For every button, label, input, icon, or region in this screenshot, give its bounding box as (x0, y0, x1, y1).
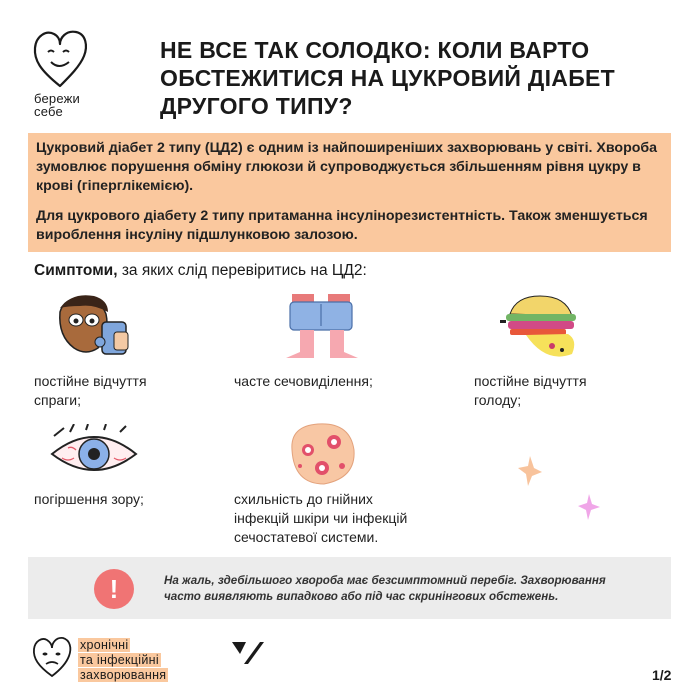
skin-infection-icon (284, 420, 360, 488)
heart-logo-icon (30, 26, 90, 92)
notice-box (28, 557, 671, 619)
heart-face-icon (30, 634, 74, 680)
intro-paragraph-1: Цукровий діабет 2 типу (ЦД2) є одним із найпоширеніших захворювань у світі. Хвороба зумовлює порушення обміну глюкози й супроводжується збільшенням рівня цукру в крові (гіперглікемією). (36, 140, 658, 194)
page-number: 1/2 (652, 667, 672, 683)
thirst-icon (50, 292, 136, 364)
symptoms-heading: Симптоми, за яких слід перевіритись на ЦД2: (34, 262, 367, 279)
sparkle-icon (578, 494, 600, 520)
brand-name: бережи себе (34, 91, 81, 119)
symptom-skin-infections: схильність до гнійних інфекцій шкіри чи інфекцій сечостатевої системи. (234, 491, 408, 545)
sparkle-icon (518, 456, 542, 486)
intro-paragraph-2: Для цукрового діабету 2 типу притаманна інсулінорезистентність. Також зменшується вироблення інсуліну підшлунковою залозою. (36, 208, 648, 243)
page-title: НЕ ВСЕ ТАК СОЛОДКО: КОЛИ ВАРТО ОБСТЕЖИТИСЯ НА ЦУКРОВИЙ ДІАБЕТ ДРУГОГО ТИПУ? (160, 37, 616, 119)
urination-icon (280, 292, 364, 364)
symptom-urination: часте сечовиділення; (234, 373, 373, 389)
partner-logo-icon (230, 640, 264, 666)
alert-icon: ! (94, 569, 134, 609)
symptom-thirst: постійне відчуття спраги; (34, 373, 147, 408)
category-label: хронічні та інфекційні захворювання (80, 638, 167, 682)
brand-logo (30, 26, 120, 119)
symptom-hunger: постійне відчуття голоду; (474, 373, 587, 408)
notice-text: На жаль, здебільшого хвороба має безсимптомний перебіг. Захворювання часто виявляють випадково або під час скринінгових обстежень. (164, 574, 606, 603)
hunger-burger-icon (496, 292, 586, 364)
eye-icon (48, 424, 140, 484)
intro-box (28, 133, 671, 252)
symptom-vision: погіршення зору; (34, 491, 144, 507)
